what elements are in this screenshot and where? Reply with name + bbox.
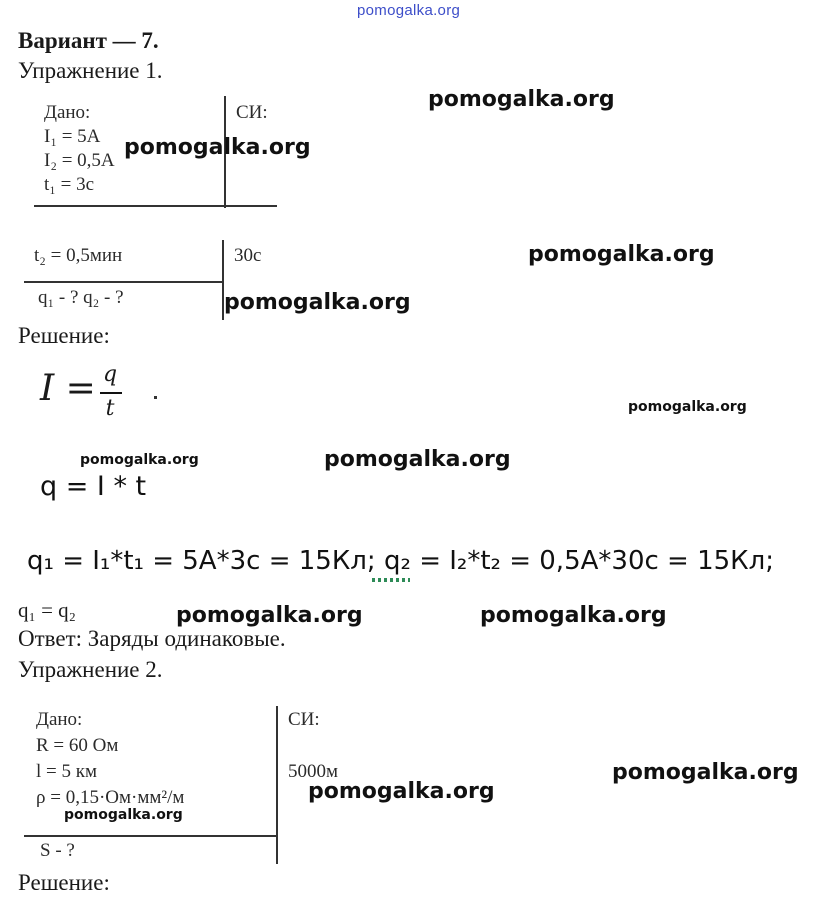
ex2-given-label: Дано: — [36, 709, 83, 730]
exercise-1-title: Упражнение 1. — [18, 58, 163, 83]
ex1-given-label: Дано: — [44, 102, 91, 123]
ex2-solution-label: Решение: — [18, 870, 110, 895]
formula-lhs: I = — [40, 368, 96, 409]
ex1-divider-horizontal-2 — [24, 281, 222, 283]
ex1-si-label: СИ: — [236, 102, 268, 123]
ex1-given-i1: I₁ = 5А — [44, 126, 101, 147]
ex1-si-value: 30с — [234, 245, 262, 266]
top-watermark: pomogalka.org — [357, 2, 461, 19]
watermark: pomogalka.org — [308, 779, 495, 804]
watermark: pomogalka.org — [64, 807, 183, 823]
ex1-given-t2: t₂ = 0,5мин — [34, 245, 123, 266]
watermark: pomogalka.org — [80, 452, 199, 468]
calc-q2: q₂ = I₂*t₂ = 0,5А*30с = 15Кл; — [384, 546, 775, 576]
ex2-given-l: l = 5 км — [36, 761, 97, 782]
formula-dot — [154, 396, 157, 399]
watermark: pomogalka.org — [176, 603, 363, 628]
watermark: pomogalka.org — [428, 87, 615, 112]
ex1-find: q₁ - ? q₂ - ? — [38, 287, 124, 308]
watermark: pomogalka.org — [224, 290, 411, 315]
ex2-si-label: СИ: — [288, 709, 320, 730]
ex2-divider-vertical — [276, 706, 278, 864]
watermark: pomogalka.org — [628, 399, 747, 415]
ex1-divider-horizontal — [34, 205, 277, 207]
ex2-si-value: 5000м — [288, 761, 339, 782]
watermark: pomogalka.org — [528, 242, 715, 267]
ex1-answer: Ответ: Заряды одинаковые. — [18, 626, 286, 651]
ex2-given-rho: ρ = 0,15·Ом·мм²/м — [36, 787, 185, 808]
watermark: pomogalka.org — [124, 135, 311, 160]
ex2-given-r: R = 60 Ом — [36, 735, 119, 756]
watermark: pomogalka.org — [324, 447, 511, 472]
formula-denominator: t — [105, 396, 115, 421]
variant-title: Вариант — 7. — [18, 28, 159, 53]
watermark: pomogalka.org — [480, 603, 667, 628]
exercise-2-title: Упражнение 2. — [18, 657, 163, 682]
watermark: pomogalka.org — [612, 760, 799, 785]
ex1-given-i2: I₂ = 0,5А — [44, 150, 115, 171]
ex1-given-t1: t₁ = 3с — [44, 174, 95, 195]
ex2-find: S - ? — [40, 840, 75, 861]
ex1-equal: q₁ = q₂ — [18, 598, 76, 622]
calc-q1: q₁ = I₁*t₁ = 5А*3с = 15Кл; — [27, 546, 376, 576]
formula-numerator: q — [102, 362, 118, 387]
ex1-solution-label: Решение: — [18, 323, 110, 348]
formula-fraction-bar — [100, 392, 122, 394]
spellcheck-underline — [372, 578, 410, 582]
formula-charge: q = I * t — [40, 471, 147, 502]
ex2-divider-horizontal — [24, 835, 278, 837]
